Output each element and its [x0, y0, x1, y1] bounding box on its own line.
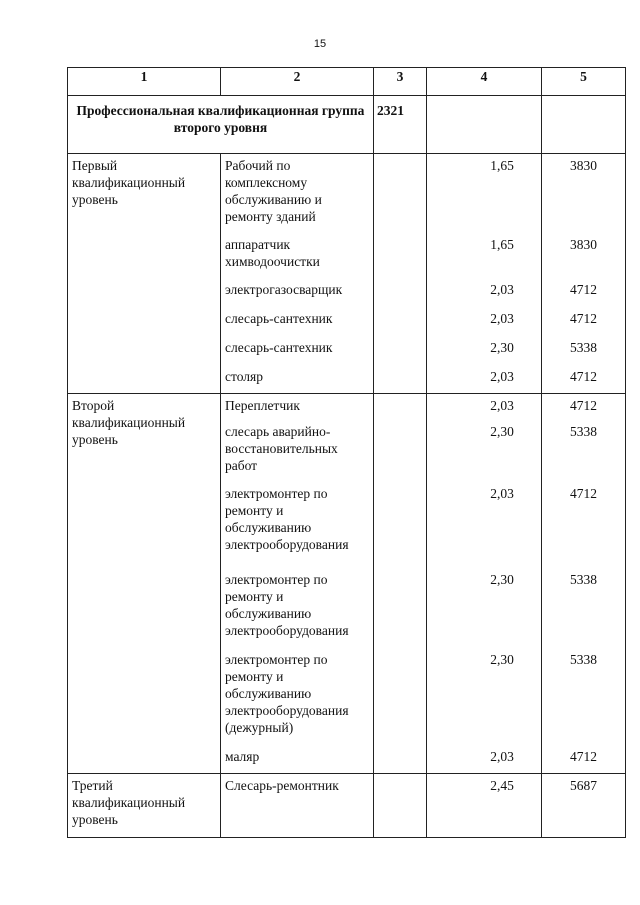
job-title: слесарь-сантехник	[225, 311, 333, 326]
coefficient: 1,65	[490, 158, 514, 173]
salary-value: 4712	[570, 749, 597, 764]
job-title-column	[221, 154, 374, 394]
group-empty-cell-5	[542, 96, 626, 154]
header-row	[68, 68, 626, 96]
header-cell-5: 5	[542, 68, 626, 96]
salary-value: 5687	[542, 774, 626, 838]
job-title: слесарь аварийно-восстановительных работ	[225, 424, 338, 473]
job-title: столяр	[225, 369, 263, 384]
group-name: Профессиональная квалификационная группа второго уровня	[68, 96, 374, 154]
level-name: Второй квалификационный уровень	[68, 394, 221, 774]
job-title: слесарь-сантехник	[225, 340, 333, 355]
level-row-third	[68, 774, 626, 838]
group-row	[68, 96, 626, 154]
salary-value: 5338	[570, 572, 597, 587]
job-title: аппаратчик химводоочистки	[225, 237, 320, 269]
coefficient: 1,65	[490, 237, 514, 252]
job-title: электрогазосварщик	[225, 282, 343, 297]
coefficient: 2,03	[490, 311, 514, 326]
level-name: Первый квалификационный уровень	[68, 154, 221, 394]
page-number: 15	[313, 38, 327, 50]
salary-column	[542, 394, 626, 774]
coefficient: 2,30	[490, 424, 514, 439]
coefficient: 2,45	[427, 774, 542, 838]
job-title: Переплетчик	[225, 398, 300, 413]
job-title-column	[221, 394, 374, 774]
job-title: электромонтер по ремонту и обслуживанию электрооборудования (дежурный)	[225, 652, 349, 735]
header-cell-2: 2	[221, 68, 374, 96]
salary-value: 4712	[570, 398, 597, 413]
coefficient: 2,03	[490, 749, 514, 764]
level-row-first	[68, 154, 626, 394]
coefficient: 2,30	[490, 340, 514, 355]
group-empty-cell-4	[427, 96, 542, 154]
code-cell	[374, 394, 427, 774]
header-cell-4: 4	[427, 68, 542, 96]
salary-value: 5338	[570, 340, 597, 355]
coefficient: 2,03	[490, 369, 514, 384]
salary-value: 5338	[570, 424, 597, 439]
salary-value: 4712	[570, 369, 597, 384]
salary-value: 4712	[570, 486, 597, 501]
salary-table	[67, 67, 626, 838]
job-title: Рабочий по комплексному обслуживанию и ремонту зданий	[225, 158, 322, 224]
header-cell-3: 3	[374, 68, 427, 96]
salary-value: 5338	[570, 652, 597, 667]
job-title: электромонтер по ремонту и обслуживанию электрооборудования	[225, 486, 349, 552]
salary-value: 4712	[570, 282, 597, 297]
level-name: Третий квалификационный уровень	[68, 774, 221, 838]
coefficient: 2,03	[490, 282, 514, 297]
salary-value: 4712	[570, 311, 597, 326]
coefficient: 2,03	[490, 486, 514, 501]
coefficient: 2,03	[490, 398, 514, 413]
code-cell	[374, 154, 427, 394]
level-row-second	[68, 394, 626, 774]
job-title: Слесарь-ремонтник	[221, 774, 374, 838]
coefficient: 2,30	[490, 572, 514, 587]
code-cell	[374, 774, 427, 838]
header-cell-1: 1	[68, 68, 221, 96]
salary-value: 3830	[570, 237, 597, 252]
coefficient: 2,30	[490, 652, 514, 667]
coef-column	[427, 154, 542, 394]
salary-column	[542, 154, 626, 394]
salary-value: 3830	[570, 158, 597, 173]
coef-column	[427, 394, 542, 774]
job-title: маляр	[225, 749, 260, 764]
job-title: электромонтер по ремонту и обслуживанию электрооборудования	[225, 572, 349, 638]
group-code: 2321	[374, 96, 427, 154]
